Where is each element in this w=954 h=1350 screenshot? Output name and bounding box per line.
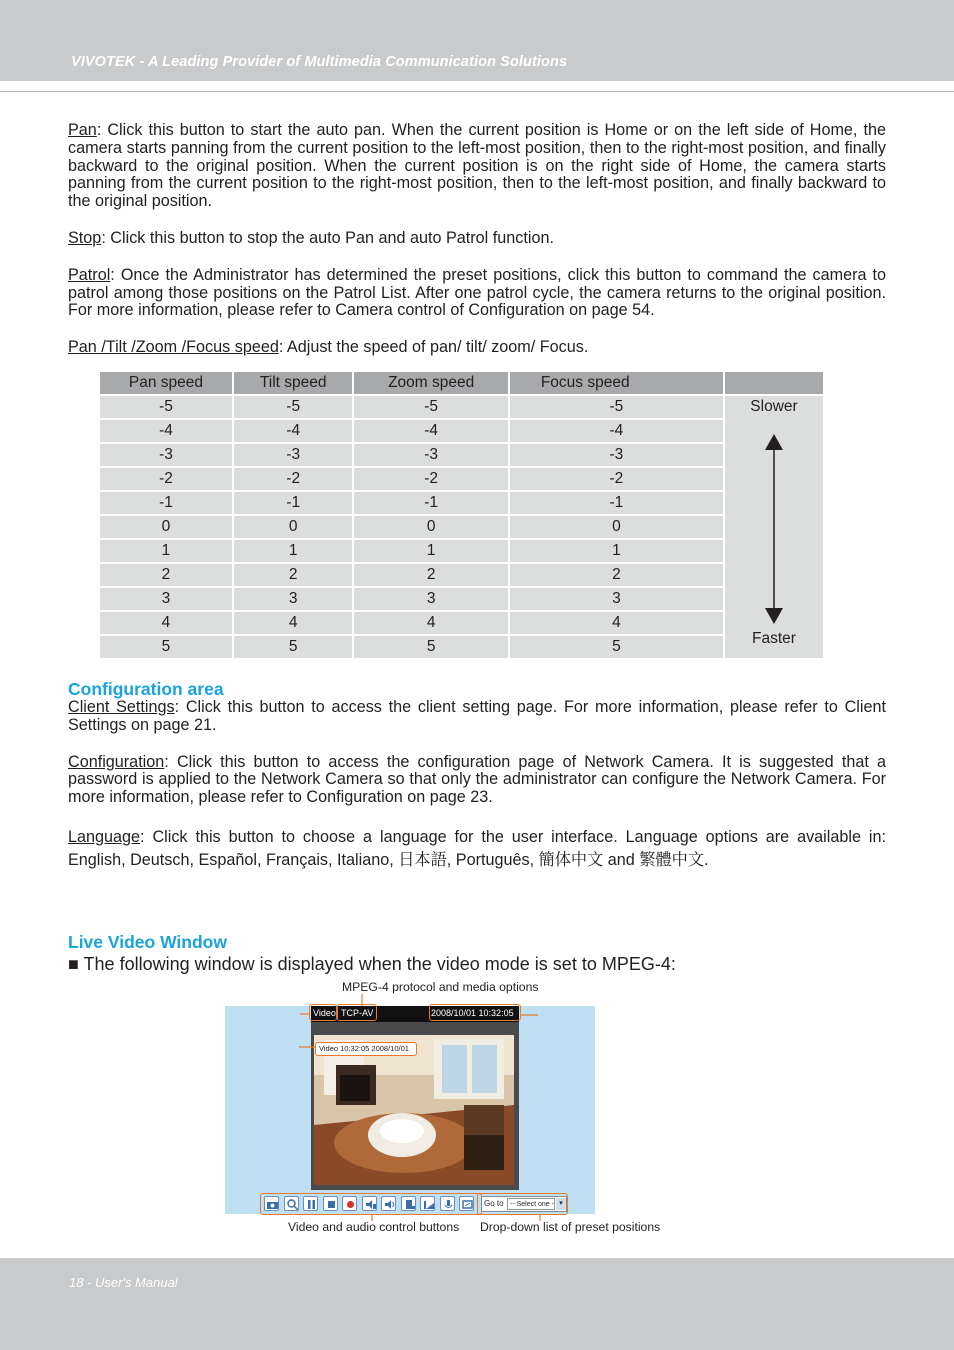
table-cell: -5 — [510, 396, 723, 418]
table-cell: -3 — [510, 444, 723, 466]
table-cell: 0 — [510, 516, 723, 538]
table-cell: -5 — [234, 396, 353, 418]
header-zoom-speed: Zoom speed — [354, 372, 507, 394]
live-video-description: ■ The following window is displayed when the video mode is set to MPEG-4: — [68, 954, 676, 974]
table-cell: -3 — [354, 444, 507, 466]
table-cell: 4 — [354, 612, 507, 634]
client-settings-text: : Click this button to access the client setting page. For more information, please refer to Client Settings on page 21. — [68, 698, 887, 734]
table-cell: 1 — [234, 540, 353, 562]
speed-text: : Adjust the speed of pan/ tilt/ zoom/ Focus. — [278, 338, 589, 357]
table-cell: 3 — [510, 588, 723, 610]
pan-text: : Click this button to start the auto pan. When the current position is Home or on the left side of Home, the camera starts panning from the current position to the left-most position, then to the right-most position, and finally backward to the original position. When the current position is on the right side of Home, the camera starts panning from the current position to the right-most position, then to the left-most position, and finally backward to the original position. — [68, 121, 886, 211]
label-preset-dropdown: Drop-down list of preset positions — [480, 1220, 661, 1234]
stop-text: : Click this button to stop the auto Pan and auto Patrol function. — [101, 228, 554, 247]
table-cell: 2 — [510, 564, 723, 586]
table-cell: 0 — [100, 516, 232, 538]
table-cell: 5 — [234, 636, 353, 658]
time-text: 2008/10/01 10:32:05 — [431, 1008, 514, 1018]
video-title-text: Video — [313, 1008, 336, 1018]
table-cell: 2 — [100, 564, 232, 586]
table-cell: 1 — [100, 540, 232, 562]
faster-label: Faster — [752, 630, 796, 647]
table-cell: 4 — [234, 612, 353, 634]
table-cell: 4 — [100, 612, 232, 634]
table-cell: -1 — [234, 492, 353, 514]
header-pan-speed: Pan speed — [100, 372, 232, 394]
configuration-title: Configuration area — [68, 679, 224, 699]
table-cell: 3 — [100, 588, 232, 610]
slower-label: Slower — [750, 398, 798, 415]
table-cell: 1 — [354, 540, 507, 562]
table-cell: 0 — [354, 516, 507, 538]
page-footer — [0, 1258, 954, 1350]
patrol-term: Patrol — [68, 265, 111, 284]
table-cell: 4 — [510, 612, 723, 634]
table-cell: -4 — [354, 420, 507, 442]
table-cell: -5 — [100, 396, 232, 418]
configuration-term: Configuration — [68, 752, 165, 771]
language-term: Language — [68, 827, 141, 846]
preset-select[interactable]: -- Select one -- — [507, 1198, 555, 1210]
table-cell: -1 — [354, 492, 507, 514]
table-cell: 5 — [354, 636, 507, 658]
header-focus-speed: Focus speed — [510, 372, 723, 394]
live-video-title: Live Video Window — [68, 932, 227, 952]
pan-term: Pan — [68, 121, 97, 139]
stop-term: Stop — [68, 228, 102, 247]
table-cell: -4 — [510, 420, 723, 442]
table-cell: -5 — [354, 396, 507, 418]
table-cell: 0 — [234, 516, 353, 538]
label-mpeg4-options: MPEG-4 protocol and media options — [342, 980, 539, 994]
table-cell: -1 — [510, 492, 723, 514]
configuration-text: : Click this button to access the configuration page of Network Camera. It is suggested that a password is applied to the Network Camera so that only the administrator can configure the Network Camera. For more information, please refer to Configuration on page 23. — [68, 752, 886, 807]
table-cell: 2 — [354, 564, 507, 586]
goto-label: Go to — [484, 1199, 504, 1208]
overlay-text: Video 10:32:05 2008/10/01 — [319, 1044, 409, 1053]
table-cell: 2 — [234, 564, 353, 586]
table-cell: 5 — [510, 636, 723, 658]
table-cell: -4 — [234, 420, 353, 442]
label-control-buttons: Video and audio control buttons — [288, 1220, 460, 1234]
table-cell: -4 — [100, 420, 232, 442]
table-cell: 3 — [234, 588, 353, 610]
language-text: : Click this button to choose a language for the user interface. Language options are available in: English, Deutsch, Español, Français, Italiano, 日本語, Português, 簡体中文 and 繁體中文. — [68, 827, 886, 869]
footer-page-number: 18 - User's Manual — [69, 1275, 178, 1290]
header-tilt-speed: Tilt speed — [234, 372, 353, 394]
table-cell: -3 — [100, 444, 232, 466]
protocol-option[interactable]: TCP-AV — [341, 1008, 374, 1018]
table-cell: -2 — [354, 468, 507, 490]
header-title: VIVOTEK - A Leading Provider of Multimedia Communication Solutions — [71, 54, 568, 70]
chevron-down-icon[interactable]: ▾ — [556, 1198, 566, 1210]
table-cell: 5 — [100, 636, 232, 658]
table-cell: -2 — [510, 468, 723, 490]
table-cell: -3 — [234, 444, 353, 466]
client-settings-term: Client Settings — [68, 698, 175, 716]
table-cell: 3 — [354, 588, 507, 610]
table-cell: 1 — [510, 540, 723, 562]
table-cell: -1 — [100, 492, 232, 514]
table-cell: -2 — [100, 468, 232, 490]
speed-term: Pan /Tilt /Zoom /Focus speed — [68, 338, 279, 357]
table-cell: -2 — [234, 468, 353, 490]
patrol-text: : Once the Administrator has determined the preset positions, click this button to command the camera to patrol among those positions on the Patrol List. After one patrol cycle, the camera returns to the original position. For more information, please refer to Camera control of Configuration on page 54. — [68, 265, 886, 320]
